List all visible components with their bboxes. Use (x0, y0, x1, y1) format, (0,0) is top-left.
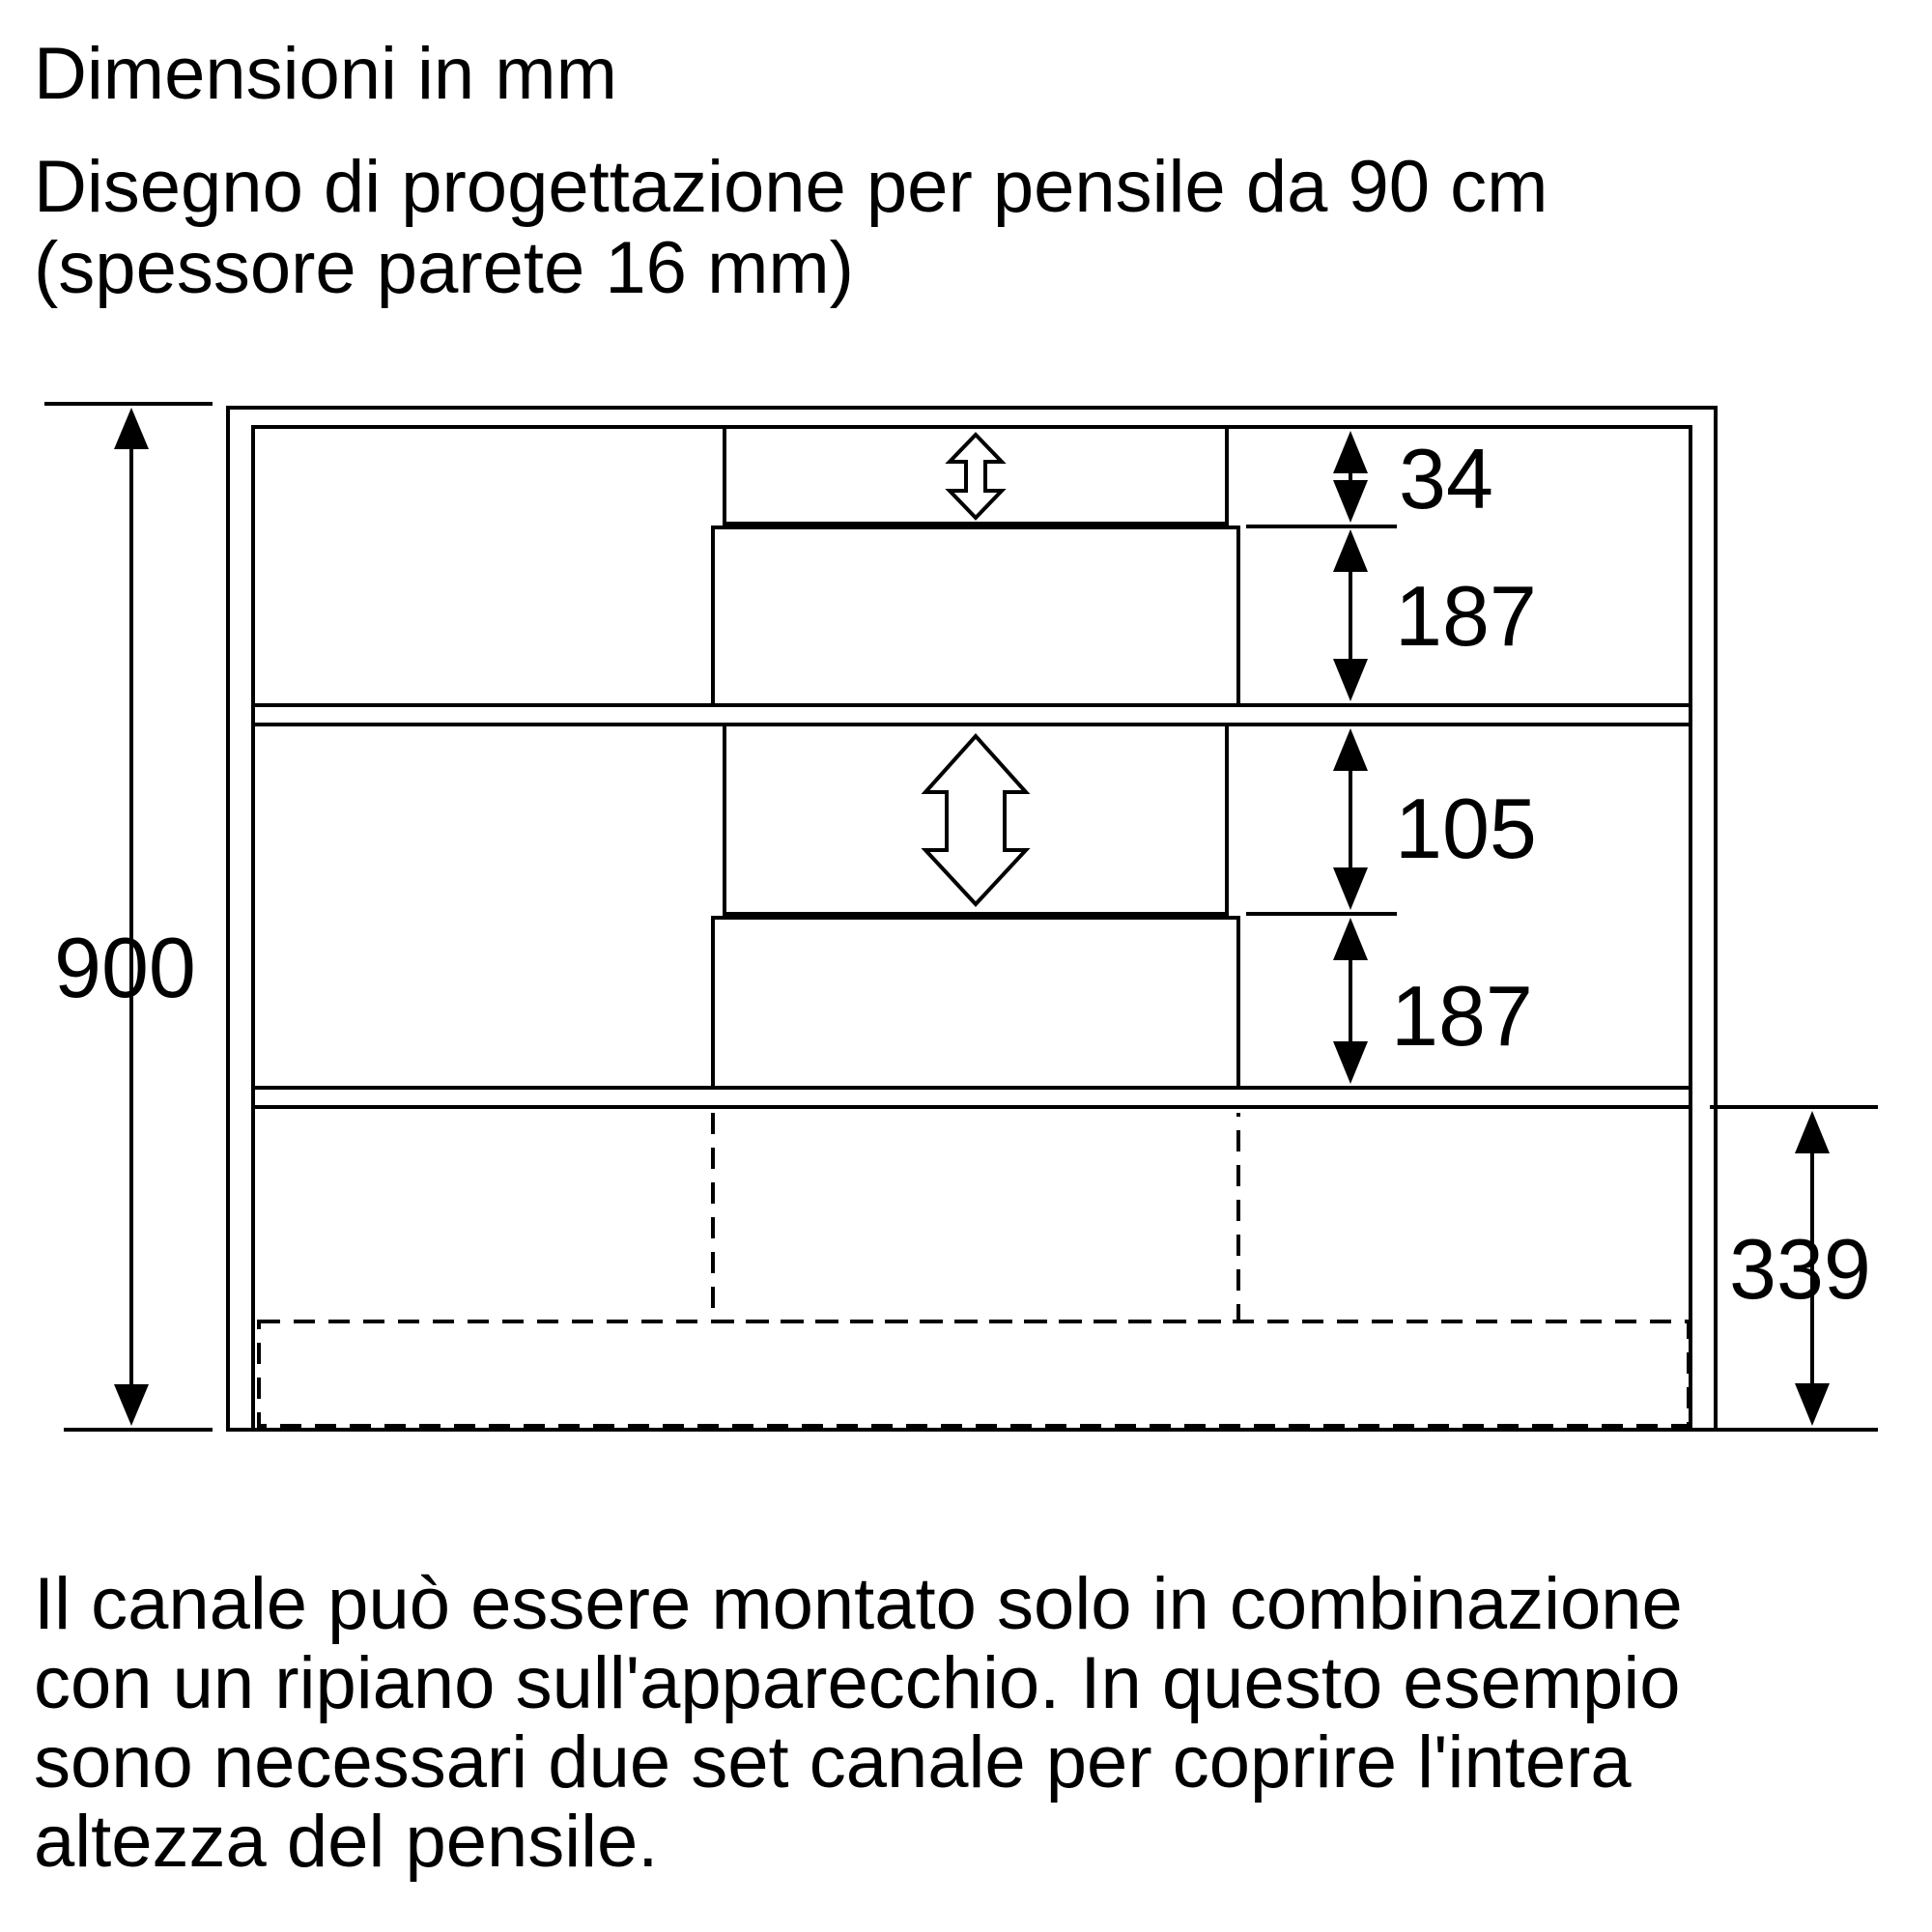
installation-note: Il canale può essere montato solo in combinazione con un ripiano sull'apparecchio. In questo esempio sono necessari due set canale per coprire l'intera altezza del pensile. (34, 1563, 1683, 1883)
channel-below-shelf-dashed (713, 1113, 1238, 1321)
lower-channel-box (713, 918, 1238, 1088)
upper-adjust-arrow-icon (950, 435, 1002, 518)
dim-lower-channel: 187 (1391, 968, 1533, 1064)
drawing-title: Disegno di progettazione per pensile da 90 cm (spessore parete 16 mm) (34, 146, 1548, 309)
lower-adjust-arrow-icon (925, 736, 1026, 904)
upper-channel-box (713, 527, 1238, 705)
dim-top-gap: 34 (1399, 431, 1493, 526)
dim-upper-channel: 187 (1395, 568, 1537, 664)
dim-middle-gap: 105 (1395, 781, 1537, 876)
dim-total-height: 900 (54, 920, 196, 1015)
dim-appliance-zone: 339 (1729, 1221, 1871, 1317)
appliance-dashed (259, 1321, 1689, 1426)
upper-shelf (253, 705, 1690, 724)
lower-shelf (253, 1088, 1690, 1107)
units-caption: Dimensioni in mm (34, 33, 617, 115)
